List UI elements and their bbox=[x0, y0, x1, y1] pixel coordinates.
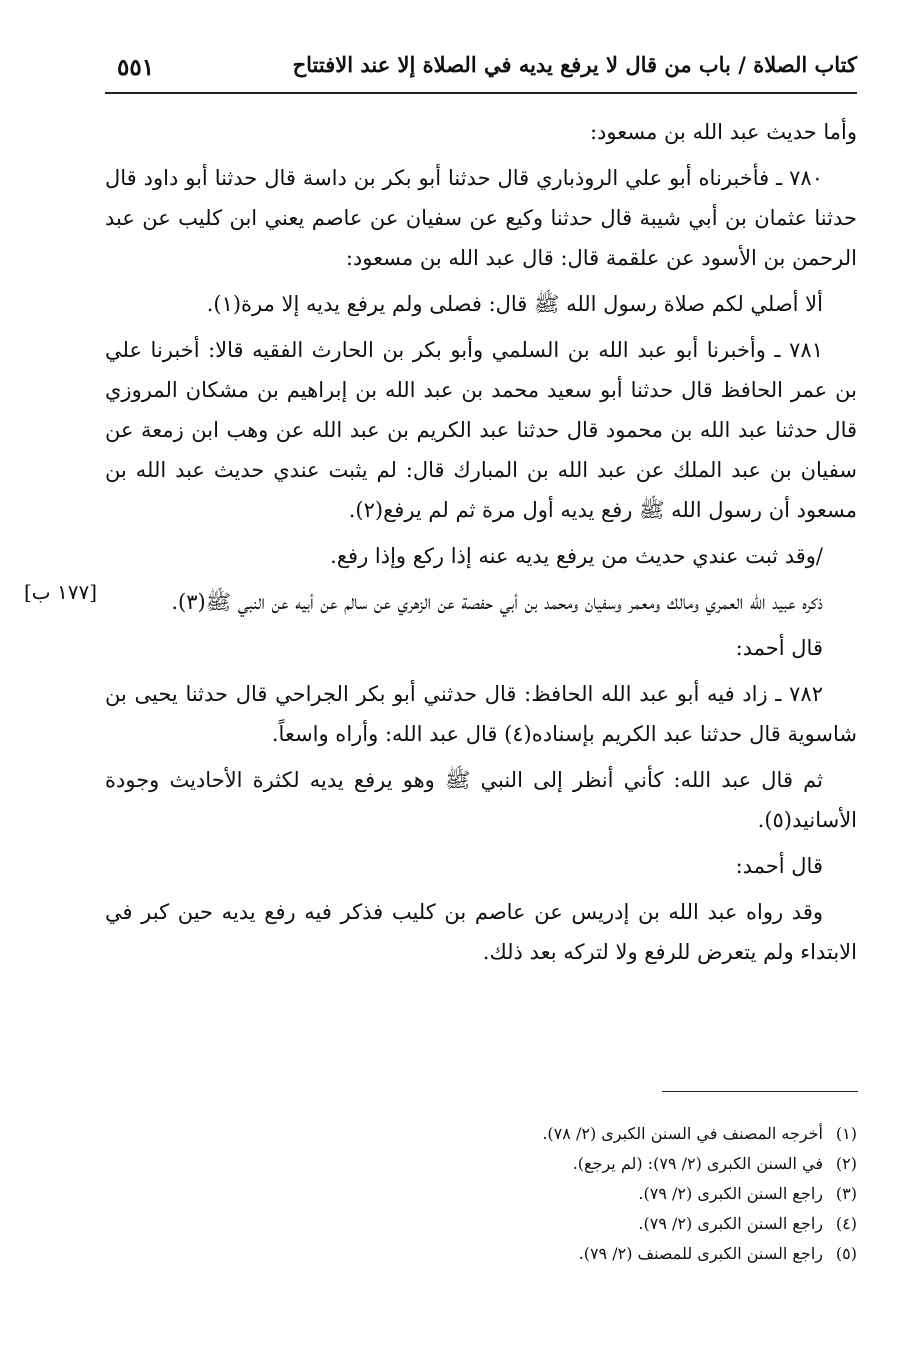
footnote-number: (٥) bbox=[835, 1244, 857, 1263]
footnote-text: أخرجه المصنف في السنن الكبرى (٢/ ٧٨). bbox=[542, 1124, 823, 1143]
footnote-4 bbox=[105, 1209, 857, 1239]
footnote-2 bbox=[105, 1149, 857, 1179]
footnote-1 bbox=[105, 1119, 857, 1149]
footnote-text: راجع السنن الكبرى (٢/ ٧٩). bbox=[638, 1214, 823, 1233]
footnote-number: (٤) bbox=[835, 1214, 857, 1233]
hadith-781: ٧٨١ ـ وأخبرنا أبو عبد الله بن السلمي وأبو بكر بن الحارث الفقيه قالا: أخبرنا علي بن عمر الحافظ قال حدثنا أبو سعيد محمد بن عبد الله بن إبراهيم بن مشكان المروزي قال حدثنا عبد الله بن محمود قال حدثنا عبد الكريم بن عبد الله عن وهب ابن زمعة عن سفيان بن عبد الملك عن عبد الله بن المبارك قال: لم يثبت عندي حديث عبد الله بن مسعود أن رسول الله ﷺ رفع يديه أول مرة ثم لم يرفع(٢). bbox=[105, 338, 858, 522]
paragraph-dhakarahu: ذكره عبيد الله العمري ومالك ومعمر وسفيان ومحمد بن أبي حفصة عن الزهري عن سالم عن أبيه عن النبي ﷺ(٣). bbox=[171, 590, 823, 614]
paragraph-intro: وأما حديث عبد الله بن مسعود: bbox=[589, 120, 857, 144]
page-header bbox=[105, 52, 857, 92]
main-text bbox=[105, 112, 857, 978]
hadith-780: ٧٨٠ ـ فأخبرناه أبو علي الروذباري قال حدثنا أبو بكر بن داسة قال حدثنا أبو داود قال حدثنا عثمان بن أبي شيبة قال حدثنا وكيع عن سفيان عن عاصم يعني ابن كليب عن عبد الرحمن بن الأسود عن علقمة قال: قال عبد الله بن مسعود: bbox=[105, 166, 857, 270]
paragraph-thumma-qala: ثم قال عبد الله: كأني أنظر إلى النبي ﷺ وهو يرفع يديه لكثرة الأحاديث وجودة الأسانيد(٥). bbox=[105, 768, 857, 832]
footnote-number: (٣) bbox=[835, 1184, 857, 1203]
footnote-5 bbox=[105, 1239, 857, 1269]
hadith-780-matn: ألا أصلي لكم صلاة رسول الله ﷺ قال: فصلى ولم يرفع يديه إلا مرة(١). bbox=[206, 292, 823, 316]
paragraph-thabat: /وقد ثبت عندي حديث من يرفع يديه عنه إذا ركع وإذا رفع. bbox=[330, 544, 823, 568]
running-title: كتاب الصلاة / باب من قال لا يرفع يديه في الصلاة إلا عند الافتتاح bbox=[292, 52, 857, 77]
page-number: ٥٥١ bbox=[117, 54, 155, 81]
footnote-number: (١) bbox=[835, 1124, 857, 1143]
hadith-782: ٧٨٢ ـ زاد فيه أبو عبد الله الحافظ: قال حدثني أبو بكر الجراحي قال حدثنا يحيى بن شاسوية قال حدثنا عبد الكريم بإسناده(٤) قال عبد الله: وأراه واسعاً. bbox=[105, 682, 857, 746]
footnote-text: راجع السنن الكبرى (٢/ ٧٩). bbox=[638, 1184, 823, 1203]
footnote-text: راجع السنن الكبرى للمصنف (٢/ ٧٩). bbox=[578, 1244, 823, 1263]
manuscript-folio-marker: [١٧٧ ب] bbox=[24, 580, 98, 604]
footnote-3 bbox=[105, 1179, 857, 1209]
qala-ahmad-2: قال أحمد: bbox=[735, 854, 823, 878]
paragraph-closing: وقد رواه عبد الله بن إدريس عن عاصم بن كليب فذكر فيه رفع يديه حين كبر في الابتداء ولم يتعرض للرفع ولا لتركه بعد ذلك. bbox=[105, 900, 857, 964]
footnote-number: (٢) bbox=[835, 1154, 857, 1173]
footnote-divider bbox=[662, 1091, 858, 1092]
header-divider bbox=[105, 92, 857, 94]
qala-ahmad-1: قال أحمد: bbox=[735, 636, 823, 660]
footnotes bbox=[105, 1119, 857, 1269]
footnote-text: في السنن الكبرى (٢/ ٧٩): (لم يرجع). bbox=[572, 1154, 823, 1173]
